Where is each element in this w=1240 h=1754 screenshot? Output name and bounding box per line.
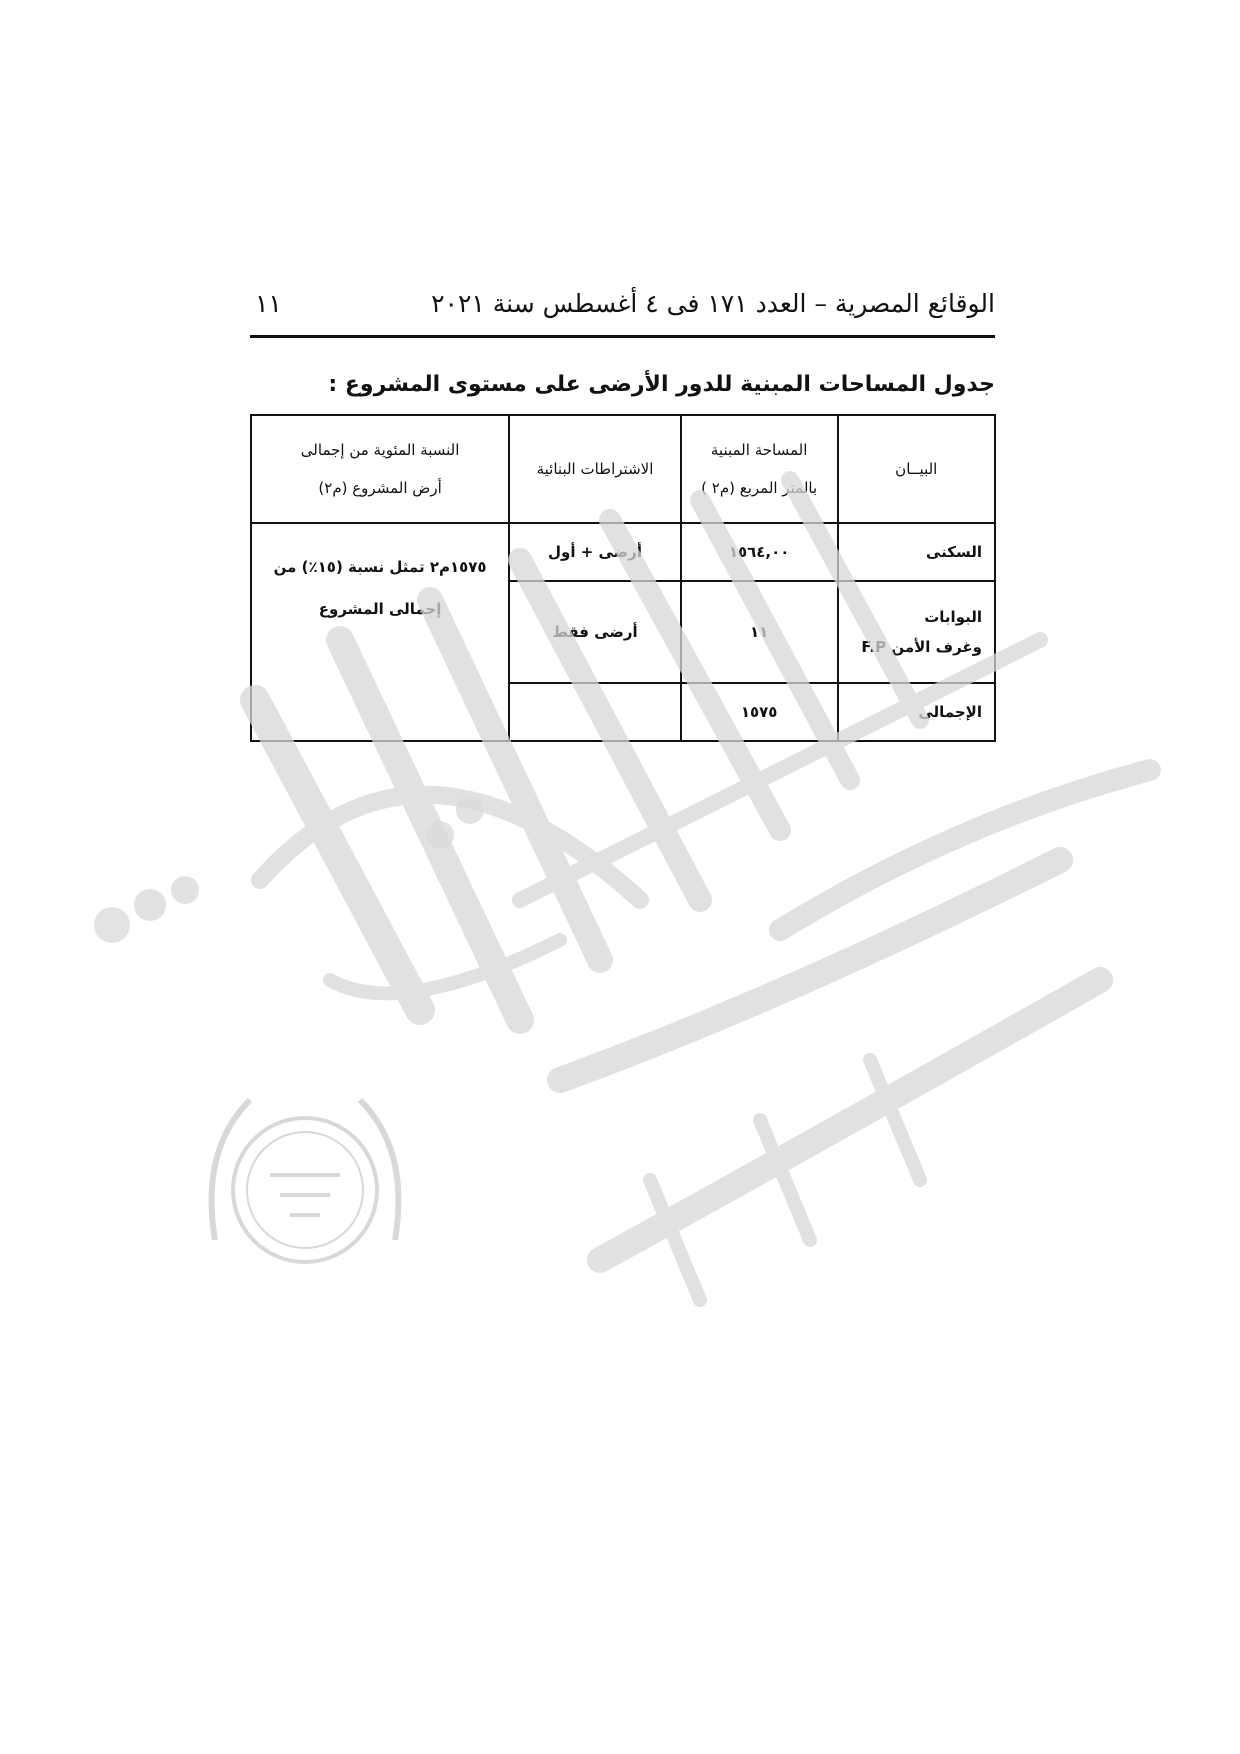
table-row	[251, 523, 995, 581]
table-heading: جدول المساحات المبنية للدور الأرضى على مستوى المشروع :	[328, 372, 995, 397]
gazette-title: الوقائع المصرية – العدد ١٧١ فى ٤ أغسطس سنة ٢٠٢١	[431, 289, 995, 318]
percent-note-line1: ١٥٧٥م٢ تمثل نسبة (١٥٪) من	[273, 558, 487, 576]
row-gates-conditions: أرضى فقط	[509, 581, 681, 683]
header-area	[681, 415, 838, 523]
row-gates-item-line2: وغرف الأمن F.P	[861, 638, 982, 656]
row-residential-area: ١٥٦٤,٠٠	[681, 523, 838, 581]
header-percent	[251, 415, 509, 523]
built-areas-table	[250, 414, 996, 742]
percent-note-line2: إجمالى المشروع	[318, 600, 442, 618]
percent-note-cell	[251, 523, 509, 741]
row-gates-area: ١١	[681, 581, 838, 683]
page-number: ١١	[255, 289, 282, 318]
row-total-area: ١٥٧٥	[681, 683, 838, 741]
header-conditions	[509, 415, 681, 523]
row-gates-item	[838, 581, 995, 683]
header-percent-line1: النسبة المئوية من إجمالى	[300, 441, 460, 459]
header-area-line2: بالمتر المربع (م٢ )	[701, 479, 818, 497]
row-gates-item-line1: البوابات	[924, 608, 982, 626]
row-residential-item: السكنى	[838, 523, 995, 581]
page-header	[250, 285, 995, 338]
header-area-line1: المساحة المبنية	[710, 441, 808, 459]
header-conditions-label: الاشتراطات البنائية	[536, 460, 654, 478]
row-total-item: الإجمالى	[838, 683, 995, 741]
table-header-row	[251, 415, 995, 523]
header-percent-line2: أرض المشروع (م٢)	[318, 479, 442, 497]
header-item-label: البيــان	[895, 460, 938, 478]
row-total-conditions	[509, 683, 681, 741]
row-residential-conditions: أرضى + أول	[509, 523, 681, 581]
header-item	[838, 415, 995, 523]
